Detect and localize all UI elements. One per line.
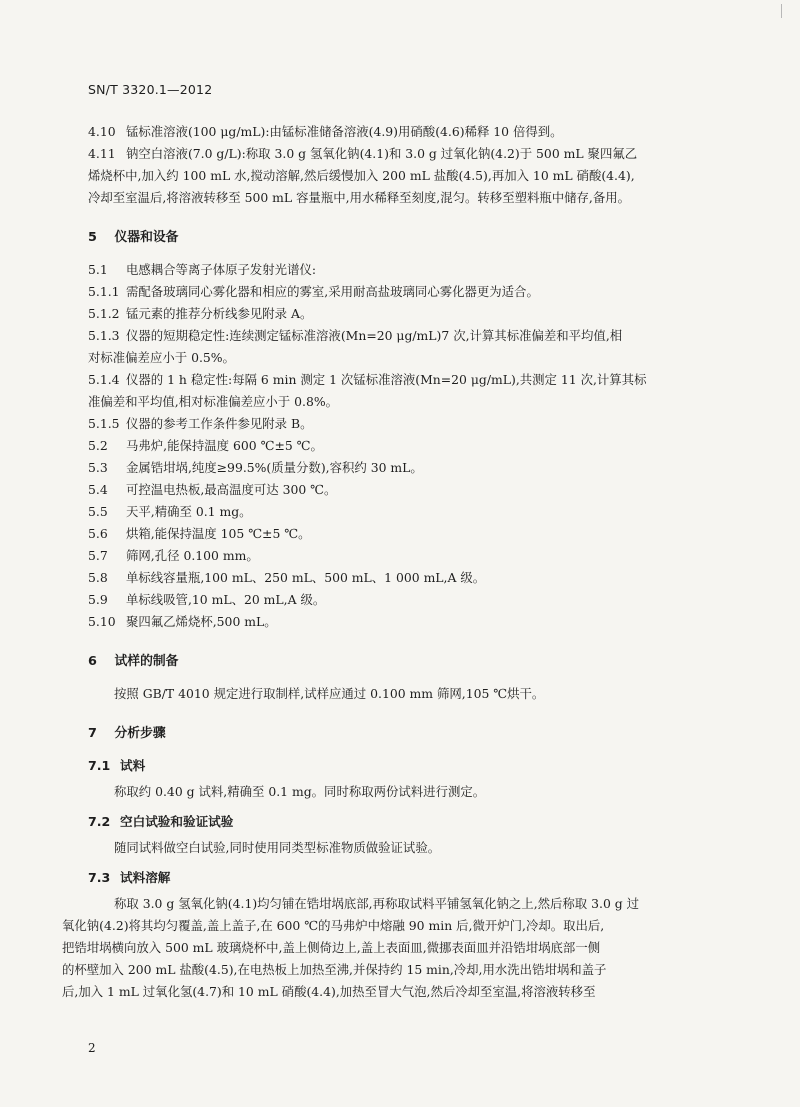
sample-preparation-paragraph: 按照 GB/T 4010 规定进行取制样,试样应通过 0.100 mm 筛网,105 ℃烘干。 — [114, 686, 545, 701]
clause-number: 4.11 — [88, 146, 116, 161]
clause-text: 锰标准溶液(100 μg/mL):由锰标准储备溶液(4.9)用硝酸(4.6)稀释 10 倍得到。 — [126, 124, 563, 139]
clause-line — [88, 281, 724, 303]
clause-continuation: 准偏差和平均值,相对标准偏差应小于 0.8%。 — [88, 394, 338, 409]
reagent-items — [88, 121, 724, 209]
clause-number: 5.1.5 — [88, 416, 120, 431]
paragraph-line: 的杯壁加入 200 mL 盐酸(4.5),在电热板上加热至沸,并保持约 15 min,冷却,用水洗出锆坩埚和盖子 — [62, 962, 607, 977]
clause-text: 钠空白溶液(7.0 g/L):称取 3.0 g 氢氧化钠(4.1)和 3.0 g 过氧化钠(4.2)于 500 mL 聚四氟乙 — [126, 146, 638, 161]
section-5-heading — [88, 227, 724, 249]
subsection-number: 7.2 — [88, 814, 111, 829]
clause-continuation: 冷却至室温后,将溶液转移至 500 mL 容量瓶中,用水稀释至刻度,混匀。转移至塑料瓶中储存,备用。 — [88, 190, 631, 205]
clause-line — [88, 457, 724, 479]
section-title: 分析步骤 — [114, 726, 166, 741]
clause-text: 金属锆坩埚,纯度≥99.5%(质量分数),容积约 30 mL。 — [126, 460, 423, 475]
clause-line — [88, 501, 724, 523]
clause-text: 仪器的短期稳定性:连续测定锰标准溶液(Mn=20 μg/mL)7 次,计算其标准偏差和平均值,相 — [126, 328, 623, 343]
clause-number: 5.5 — [88, 504, 108, 519]
clause-text: 电感耦合等离子体原子发射光谱仪: — [126, 262, 317, 277]
clause-number: 5.3 — [88, 460, 108, 475]
subsection-paragraph — [88, 837, 724, 859]
clause-item — [88, 479, 724, 501]
equipment-list — [88, 259, 724, 633]
clause-number: 5.2 — [88, 438, 108, 453]
clause-line — [88, 545, 724, 567]
clause-line — [88, 479, 724, 501]
clause-number: 5.10 — [88, 614, 116, 629]
clause-continuation: 烯烧杯中,加入约 100 mL 水,搅动溶解,然后缓慢加入 200 mL 盐酸(4.5),再加入 10 mL 硝酸(4.4), — [88, 168, 635, 183]
section-number: 7 — [88, 726, 97, 741]
clause-number: 5.1.3 — [88, 328, 120, 343]
subsection-paragraph — [62, 893, 724, 1003]
section-title: 试样的制备 — [114, 654, 179, 669]
clause-item — [88, 545, 724, 567]
subsection-title: 试料溶解 — [120, 870, 171, 885]
clause-line — [88, 369, 724, 391]
clause-item — [88, 611, 724, 633]
subsection-paragraph — [88, 781, 724, 803]
subsection-title: 空白试验和验证试验 — [120, 814, 234, 829]
clause-number: 5.1.2 — [88, 306, 120, 321]
clause-line — [88, 143, 724, 165]
subsection-heading — [88, 811, 724, 833]
section-title: 仪器和设备 — [114, 230, 179, 245]
clause-item — [88, 589, 724, 611]
paragraph-line: 氧化钠(4.2)将其均匀覆盖,盖上盖子,在 600 ℃的马弗炉中熔融 90 min 后,微开炉门,冷却。取出后, — [62, 918, 605, 933]
paragraph-line: 把锆坩埚横向放入 500 mL 玻璃烧杯中,盖上侧倚边上,盖上表面皿,微挪表面皿并沿锆坩埚底部一侧 — [62, 940, 601, 955]
clause-item — [88, 143, 724, 209]
subsection-title: 试料 — [120, 758, 146, 773]
clause-number: 5.1.4 — [88, 372, 120, 387]
clause-line — [88, 611, 724, 633]
clause-number: 5.8 — [88, 570, 108, 585]
clause-number: 5.1.1 — [88, 284, 120, 299]
clause-text: 筛网,孔径 0.100 mm。 — [126, 548, 259, 563]
section-7-heading — [88, 723, 724, 745]
clause-text: 可控温电热板,最高温度可达 300 ℃。 — [126, 482, 337, 497]
clause-line — [88, 121, 724, 143]
clause-item — [88, 303, 724, 325]
clause-text: 聚四氟乙烯烧杯,500 mL。 — [126, 614, 277, 629]
subsection-number: 7.1 — [88, 758, 111, 773]
clause-line — [88, 589, 724, 611]
clause-text: 天平,精确至 0.1 mg。 — [126, 504, 252, 519]
section-6-heading — [88, 651, 724, 673]
clause-item — [88, 413, 724, 435]
page-number: 2 — [88, 1041, 96, 1055]
clause-text: 仪器的参考工作条件参见附录 B。 — [126, 416, 313, 431]
paragraph-line: 随同试料做空白试验,同时使用同类型标准物质做验证试验。 — [114, 840, 441, 855]
clause-text: 马弗炉,能保持温度 600 ℃±5 ℃。 — [126, 438, 323, 453]
clause-line — [88, 259, 724, 281]
scan-edge-mark — [781, 4, 782, 18]
clause-text: 烘箱,能保持温度 105 ℃±5 ℃。 — [126, 526, 311, 541]
subsection-number: 7.3 — [88, 870, 111, 885]
clause-number: 5.4 — [88, 482, 108, 497]
clause-line — [88, 567, 724, 589]
clause-number: 5.1 — [88, 262, 108, 277]
clause-item — [88, 457, 724, 479]
clause-text: 仪器的 1 h 稳定性:每隔 6 min 测定 1 次锰标准溶液(Mn=20 μg/mL),共测定 11 次,计算其标 — [126, 372, 647, 387]
clause-item — [88, 435, 724, 457]
clause-line — [88, 413, 724, 435]
clause-item — [88, 501, 724, 523]
clause-continuation: 对标准偏差应小于 0.5%。 — [88, 350, 235, 365]
clause-text: 锰元素的推荐分析线参见附录 A。 — [126, 306, 313, 321]
paragraph-line: 称取 3.0 g 氢氧化钠(4.1)均匀铺在锆坩埚底部,再称取试料平铺氢氧化钠之上,然后称取 3.0 g 过 — [114, 896, 640, 911]
paragraph-line: 称取约 0.40 g 试料,精确至 0.1 mg。同时称取两份试料进行测定。 — [114, 784, 486, 799]
clause-text: 需配备玻璃同心雾化器和相应的雾室,采用耐高盐玻璃同心雾化器更为适合。 — [126, 284, 539, 299]
clause-line — [88, 523, 724, 545]
clause-item — [88, 259, 724, 281]
clause-line — [88, 303, 724, 325]
clause-text: 单标线容量瓶,100 mL、250 mL、500 mL、1 000 mL,A 级。 — [126, 570, 486, 585]
analysis-subsections — [62, 755, 724, 1003]
clause-item — [88, 281, 724, 303]
clause-number: 4.10 — [88, 124, 116, 139]
standard-code-header: SN/T 3320.1—2012 — [88, 82, 213, 97]
clause-item — [88, 523, 724, 545]
clause-number: 5.6 — [88, 526, 108, 541]
paragraph-line: 后,加入 1 mL 过氧化氢(4.7)和 10 mL 硝酸(4.4),加热至冒大气泡,然后冷却至室温,将溶液转移至 — [62, 984, 596, 999]
section-number: 5 — [88, 230, 97, 245]
clause-number: 5.9 — [88, 592, 108, 607]
clause-item — [88, 121, 724, 143]
subsection-heading — [88, 867, 724, 889]
clause-item — [88, 567, 724, 589]
subsection-heading — [88, 755, 724, 777]
clause-line — [88, 435, 724, 457]
clause-item — [88, 369, 724, 413]
clause-line — [88, 325, 724, 347]
clause-text: 单标线吸管,10 mL、20 mL,A 级。 — [126, 592, 326, 607]
document-body — [62, 121, 724, 1011]
clause-item — [88, 325, 724, 369]
clause-number: 5.7 — [88, 548, 108, 563]
section-number: 6 — [88, 654, 97, 669]
